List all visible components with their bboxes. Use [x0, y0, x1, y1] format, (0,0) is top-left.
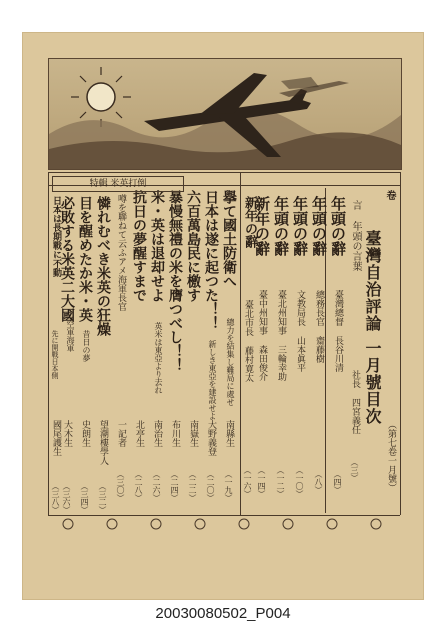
toc-item-author: 臺北州知事 三輪幸助: [276, 290, 286, 381]
toc-item-author: 臺北市長 藤村寛太: [243, 300, 253, 382]
special-item-author: 國尾護生: [51, 420, 61, 456]
special-item-author: 大木生: [62, 420, 72, 447]
special-item-author: 望潮樓學人: [98, 420, 108, 465]
special-item-note: 昔日の夢: [82, 330, 91, 362]
feature-item-note: 英米は東亞より去れ: [154, 322, 163, 394]
toc-item-page: （四）: [333, 470, 342, 494]
special-item-author: 史朗生: [80, 420, 90, 447]
feature-item-title: 六百萬島民に檄す: [185, 190, 201, 302]
feature-item-page: （二八）: [134, 470, 143, 502]
toc-item-page: （一〇）: [295, 466, 304, 498]
feature-item-page: （二四）: [170, 470, 179, 502]
magazine-title: 臺灣自治評論: [363, 230, 382, 332]
issue-title: 一月號目次: [363, 340, 382, 425]
toc-item-page: （一四）: [257, 466, 266, 498]
toc-item-title: 年頭の辭: [329, 196, 347, 256]
special-item-note: 先に開戰日本側: [51, 330, 59, 379]
toc-item-title: 新年の辭: [253, 196, 271, 256]
feature-item-page: （二二）: [188, 470, 197, 502]
feature-item-title: 擧て國土防衛へ: [221, 190, 237, 288]
decorative-border-bottom: [48, 517, 400, 531]
special-item-page: （三八）: [51, 482, 60, 514]
toc-item-author: 總務長官 齋藤樹: [314, 290, 324, 363]
special-item-title: 目を醒めたか米・英: [77, 196, 93, 322]
column-divider: [240, 172, 241, 515]
special-item-page: （三六）: [62, 482, 71, 514]
toc-item-title: 新年の辭: [242, 196, 257, 248]
special-item-note: 空軍海軍: [66, 320, 75, 352]
special-item-title: 必敗する米英二大國: [59, 196, 75, 322]
toc-item-page: （八）: [314, 470, 323, 494]
airplane-banner-illustration: [48, 58, 402, 170]
toc-item-title: 年頭の辭: [272, 196, 290, 256]
special-feature-heading: 特輯 米英打倒: [52, 176, 184, 192]
feature-item-author: 大野義登: [206, 420, 216, 456]
feature-item-author: 一記者: [116, 420, 126, 447]
frame-line-top: [48, 172, 400, 173]
special-item-page: （三四）: [80, 482, 89, 514]
toc-item-author: 文教局長 山本眞平: [295, 290, 305, 372]
toc-item-page: （一二）: [276, 466, 285, 498]
special-item-title: 憐れむべき米英の狂燥: [95, 196, 111, 336]
toc-item-page: （三）: [350, 458, 359, 482]
feature-item-author: 北亭生: [134, 420, 144, 447]
toc-item-title: 年頭の辭: [291, 196, 309, 256]
frame-line-bottom: [48, 515, 400, 516]
feature-item-page: （二六）: [152, 470, 161, 502]
toc-item-title: 言 年頭の言葉: [350, 200, 361, 271]
airplane-illustration-svg: [49, 59, 401, 169]
frame-line-left: [48, 172, 49, 515]
volume-label: （第七卷一月號）: [386, 420, 396, 492]
feature-item-title: 暴慢無禮の米を膺つべし！！: [167, 190, 183, 372]
feature-item-title: 抗日の夢醒すまで: [131, 190, 147, 302]
feature-item-author: 南治生: [152, 420, 162, 447]
feature-item-author: 南縣生: [224, 420, 234, 447]
frame-line-right: [400, 172, 401, 515]
toc-item-author: 社長 四宮義任: [350, 370, 360, 434]
toc-item-page: （一六）: [243, 466, 252, 498]
feature-item-page: （二〇）: [206, 470, 215, 502]
feature-item-note: 新しき東亞を建設せよ: [208, 340, 217, 420]
archive-caption: 20030080502_P004: [155, 605, 291, 622]
toc-item-author: 臺中州知事 森田俊介: [257, 290, 267, 381]
toc-item-author: 臺灣總督 長谷川清: [333, 290, 343, 372]
feature-item-author: 南嶽生: [188, 420, 198, 447]
toc-item-title: 年頭の辭: [310, 196, 328, 256]
feature-item-page: （一九）: [224, 470, 233, 502]
feature-item-title: 米・英は退却せよ: [149, 190, 165, 302]
feature-item-author: 布川生: [170, 420, 180, 447]
special-item-page: （三二）: [98, 482, 107, 514]
special-item-title: 日本は長期戰に不動: [51, 196, 61, 277]
feature-item-title: 日本は遂に起つた！！: [203, 190, 219, 330]
feature-item-note: 總力を結集し難局に處せ: [226, 318, 235, 406]
section-marker: 卷: [384, 190, 395, 200]
feature-item-title: 噂を聯ねて云ふアメ海軍長官: [116, 194, 126, 311]
feature-item-page: （三〇）: [116, 470, 125, 502]
